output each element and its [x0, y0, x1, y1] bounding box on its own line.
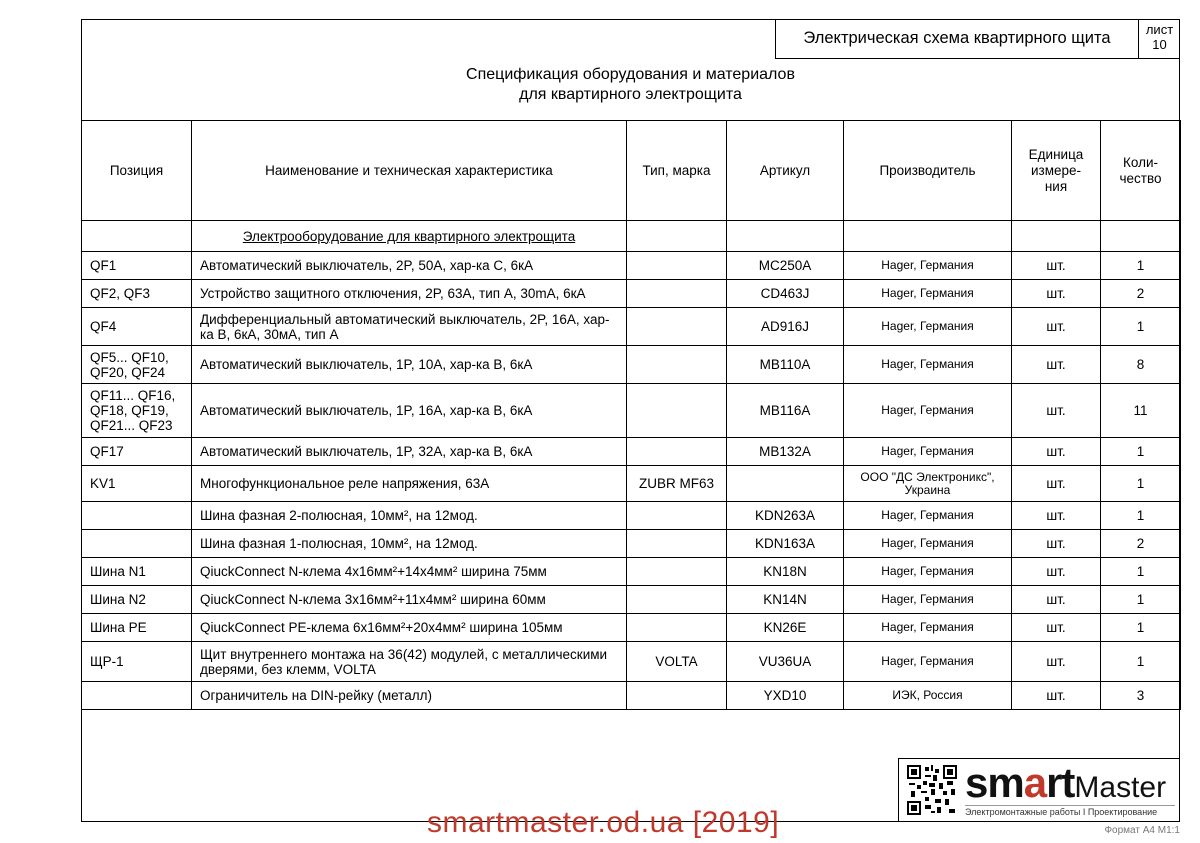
- specification-table: [81, 120, 1181, 710]
- position-cell: [82, 682, 192, 710]
- qty-cell: 1: [1101, 586, 1181, 614]
- maker-cell: Hager, Германия: [844, 586, 1012, 614]
- article-cell: KDN163A: [727, 530, 844, 558]
- unit-cell: шт.: [1012, 614, 1101, 642]
- watermark: smartmaster.od.ua [2019]: [427, 806, 780, 839]
- qty-cell: 1: [1101, 558, 1181, 586]
- type-cell: [627, 252, 727, 280]
- unit-cell: шт.: [1012, 346, 1101, 384]
- name-cell: Автоматический выключатель, 1P, 32А, хар-ка В, 6кА: [192, 438, 627, 466]
- table-row: [82, 280, 1181, 308]
- maker-cell: Hager, Германия: [844, 558, 1012, 586]
- type-cell: [627, 682, 727, 710]
- article-cell: AD916J: [727, 308, 844, 346]
- unit-cell: шт.: [1012, 558, 1101, 586]
- position-cell: Шина PE: [82, 614, 192, 642]
- col-header-qty: [1101, 121, 1181, 221]
- type-cell: [627, 384, 727, 438]
- name-cell: Дифференциальный автоматический выключатель, 2P, 16А, хар-ка В, 6кА, 30мА, тип А: [192, 308, 627, 346]
- unit-cell: шт.: [1012, 586, 1101, 614]
- name-cell: Ограничитель на DIN-рейку (металл): [192, 682, 627, 710]
- table-row: [82, 642, 1181, 682]
- type-cell: ZUBR MF63: [627, 466, 727, 502]
- type-cell: [627, 586, 727, 614]
- unit-cell: шт.: [1012, 682, 1101, 710]
- maker-cell: Hager, Германия: [844, 308, 1012, 346]
- type-cell: [627, 530, 727, 558]
- col-header-article: Артикул: [727, 121, 844, 221]
- article-cell: KN18N: [727, 558, 844, 586]
- qty-cell: 11: [1101, 384, 1181, 438]
- maker-cell: Hager, Германия: [844, 252, 1012, 280]
- table-row: [82, 502, 1181, 530]
- unit-cell: шт.: [1012, 252, 1101, 280]
- table-row: [82, 586, 1181, 614]
- name-cell: QiuckConnect PE-клема 6x16мм²+20x4мм² ширина 105мм: [192, 614, 627, 642]
- name-cell: QiuckConnect N-клема 3x16мм²+11x4мм² ширина 60мм: [192, 586, 627, 614]
- name-cell: Щит внутреннего монтажа на 36(42) модулей, с металлическими дверями, без клемм, VOLTA: [192, 642, 627, 682]
- type-cell: VOLTA: [627, 642, 727, 682]
- table-header-row: [82, 121, 1181, 221]
- table-row: [82, 558, 1181, 586]
- qty-cell: 1: [1101, 308, 1181, 346]
- article-cell: [727, 466, 844, 502]
- unit-cell: шт.: [1012, 384, 1101, 438]
- col-header-maker: Производитель: [844, 121, 1012, 221]
- qty-cell: 1: [1101, 466, 1181, 502]
- name-cell: Автоматический выключатель, 1P, 16А, хар-ка В, 6кА: [192, 384, 627, 438]
- qty-cell: 1: [1101, 502, 1181, 530]
- type-cell: [627, 308, 727, 346]
- article-cell: KN26E: [727, 614, 844, 642]
- maker-cell: ООО "ДС Электроникс", Украина: [844, 466, 1012, 502]
- section-row: [82, 221, 1181, 252]
- position-cell: [82, 502, 192, 530]
- table-row: [82, 252, 1181, 280]
- table-row: [82, 614, 1181, 642]
- name-cell: Устройство защитного отключения, 2P, 63А, тип А, 30mA, 6кА: [192, 280, 627, 308]
- format-label: Формат А4 М1:1: [1104, 825, 1180, 836]
- name-cell: Автоматический выключатель, 2P, 50А, хар-ка С, 6кА: [192, 252, 627, 280]
- type-cell: [627, 558, 727, 586]
- position-cell: Шина N1: [82, 558, 192, 586]
- type-cell: [627, 614, 727, 642]
- qty-cell: 8: [1101, 346, 1181, 384]
- heading-line-1: Спецификация оборудования и материалов: [466, 66, 795, 83]
- maker-cell: Hager, Германия: [844, 502, 1012, 530]
- article-cell: KDN263A: [727, 502, 844, 530]
- title-block: [775, 19, 1139, 59]
- qty-header-line-1: Коли-: [1123, 154, 1158, 170]
- sheet-label: лист: [1145, 22, 1174, 37]
- sheet-number: 10: [1152, 37, 1167, 52]
- article-cell: VU36UA: [727, 642, 844, 682]
- unit-cell: шт.: [1012, 280, 1101, 308]
- maker-cell: Hager, Германия: [844, 346, 1012, 384]
- type-cell: [627, 346, 727, 384]
- unit-cell: шт.: [1012, 642, 1101, 682]
- col-header-type: Тип, марка: [627, 121, 727, 221]
- maker-cell: Hager, Германия: [844, 642, 1012, 682]
- qr-code-icon: [907, 765, 957, 815]
- page-heading: [81, 65, 1180, 105]
- qty-cell: 1: [1101, 642, 1181, 682]
- type-cell: [627, 438, 727, 466]
- article-cell: MB116A: [727, 384, 844, 438]
- qty-header-line-2: чество: [1119, 170, 1162, 186]
- maker-cell: Hager, Германия: [844, 614, 1012, 642]
- qty-cell: 2: [1101, 280, 1181, 308]
- unit-cell: шт.: [1012, 438, 1101, 466]
- position-cell: QF17: [82, 438, 192, 466]
- position-cell: QF2, QF3: [82, 280, 192, 308]
- name-cell: Многофункциональное реле напряжения, 63А: [192, 466, 627, 502]
- qty-cell: 1: [1101, 614, 1181, 642]
- unit-cell: шт.: [1012, 502, 1101, 530]
- unit-header-line-3: ния: [1044, 178, 1068, 194]
- document-title: Электрическая схема квартирного щита: [803, 29, 1111, 47]
- maker-cell: Hager, Германия: [844, 384, 1012, 438]
- table-row: [82, 466, 1181, 502]
- maker-cell: Hager, Германия: [844, 280, 1012, 308]
- company-logo: [898, 758, 1180, 822]
- unit-header-line-1: Единица: [1028, 146, 1084, 162]
- article-cell: MB132A: [727, 438, 844, 466]
- unit-header-line-2: измере-: [1030, 162, 1082, 178]
- logo-tagline: Электромонтажные работы I Проектирование: [965, 805, 1175, 817]
- name-cell: Шина фазная 2-полюсная, 10мм², на 12мод.: [192, 502, 627, 530]
- heading-line-2: для квартирного электрощита: [519, 86, 742, 103]
- position-cell: [82, 530, 192, 558]
- article-cell: MB110A: [727, 346, 844, 384]
- table-row: [82, 308, 1181, 346]
- position-cell: ЩР-1: [82, 642, 192, 682]
- unit-cell: шт.: [1012, 308, 1101, 346]
- col-header-position: Позиция: [82, 121, 192, 221]
- position-cell: QF1: [82, 252, 192, 280]
- position-cell: QF5... QF10, QF20, QF24: [82, 346, 192, 384]
- position-cell: KV1: [82, 466, 192, 502]
- name-cell: Шина фазная 1-полюсная, 10мм², на 12мод.: [192, 530, 627, 558]
- section-title: Электрооборудование для квартирного электрощита: [192, 221, 627, 252]
- col-header-unit: [1012, 121, 1101, 221]
- qty-cell: 1: [1101, 252, 1181, 280]
- table-row: [82, 346, 1181, 384]
- sheet-number-box: [1138, 19, 1180, 59]
- maker-cell: Hager, Германия: [844, 438, 1012, 466]
- position-cell: Шина N2: [82, 586, 192, 614]
- col-header-name: Наименование и техническая характеристика: [192, 121, 627, 221]
- table-row: [82, 530, 1181, 558]
- table-row: [82, 682, 1181, 710]
- table-row: [82, 384, 1181, 438]
- name-cell: QiuckConnect N-клема 4x16мм²+14x4мм² ширина 75мм: [192, 558, 627, 586]
- position-cell: QF4: [82, 308, 192, 346]
- qty-cell: 1: [1101, 438, 1181, 466]
- type-cell: [627, 502, 727, 530]
- unit-cell: шт.: [1012, 466, 1101, 502]
- article-cell: YXD10: [727, 682, 844, 710]
- maker-cell: ИЭК, Россия: [844, 682, 1012, 710]
- logo-wordmark: smartMaster: [965, 759, 1167, 806]
- position-cell: QF11... QF16, QF18, QF19, QF21... QF23: [82, 384, 192, 438]
- maker-cell: Hager, Германия: [844, 530, 1012, 558]
- article-cell: MC250A: [727, 252, 844, 280]
- article-cell: CD463J: [727, 280, 844, 308]
- name-cell: Автоматический выключатель, 1P, 10А, хар-ка В, 6кА: [192, 346, 627, 384]
- qty-cell: 2: [1101, 530, 1181, 558]
- qty-cell: 3: [1101, 682, 1181, 710]
- article-cell: KN14N: [727, 586, 844, 614]
- unit-cell: шт.: [1012, 530, 1101, 558]
- table-row: [82, 438, 1181, 466]
- type-cell: [627, 280, 727, 308]
